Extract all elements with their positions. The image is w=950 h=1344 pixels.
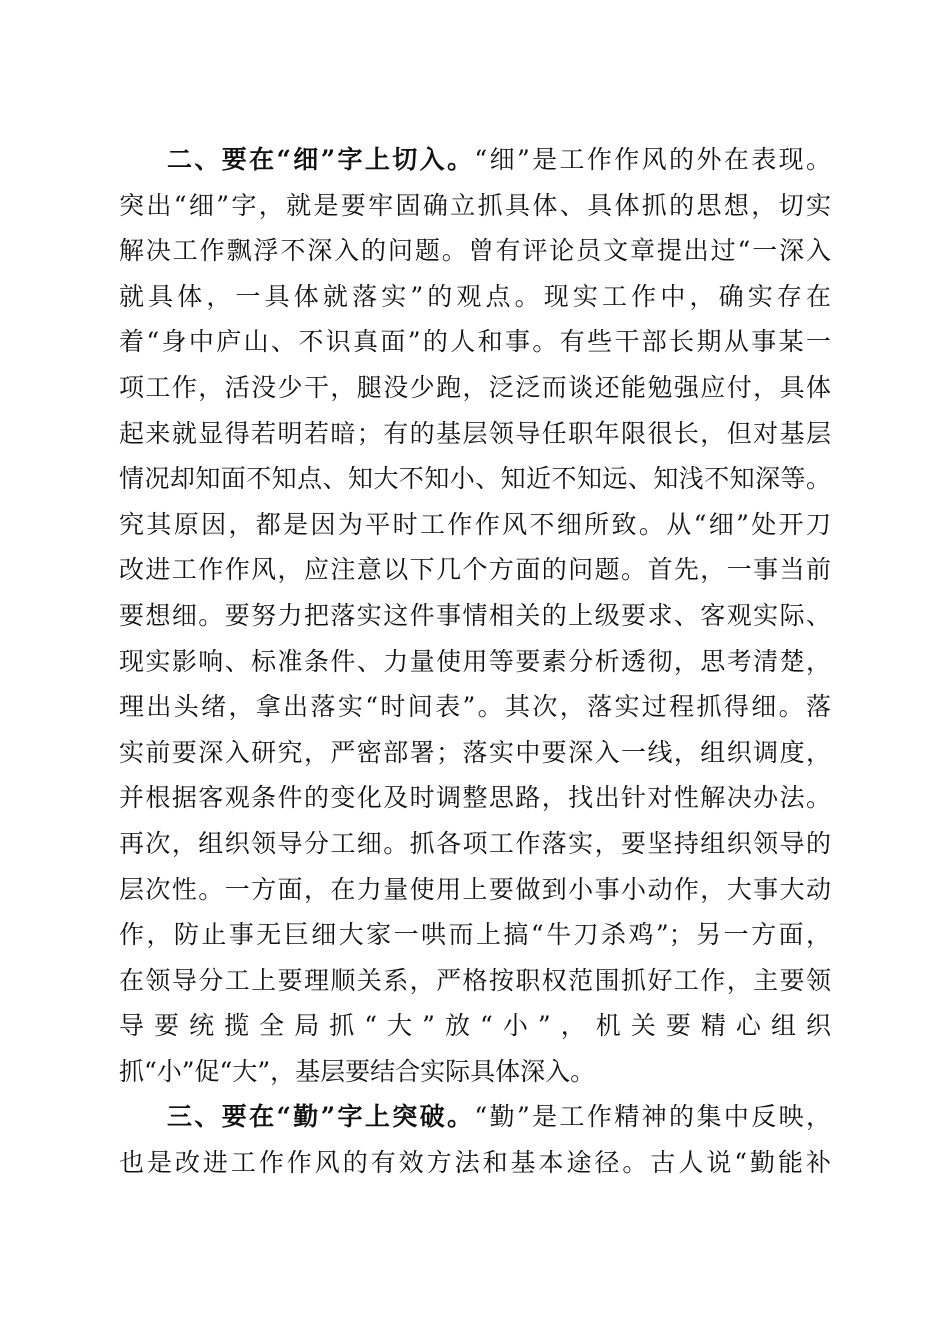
paragraph-line: 并根据客观条件的变化及时调整思路，找出针对性解决办法。 — [119, 783, 831, 813]
paragraph-line: 作，防止事无巨细大家一哄而上搞“牛刀杀鸡”；另一方面， — [119, 920, 831, 950]
paragraph-line: 项工作，活没少干，腿没少跑，泛泛而谈还能勉强应付，具体 — [119, 372, 831, 402]
paragraph-line: 突出“细”字，就是要牢固确立抓具体、具体抓的思想，切实 — [119, 190, 831, 220]
section-3-first-line — [119, 1094, 831, 1140]
paragraph-line: 现实影响、标准条件、力量使用等要素分析透彻，思考清楚， — [119, 646, 831, 676]
paragraph-line: 也是改进工作作风的有效方法和基本途径。古人说“勤能补 — [119, 1148, 831, 1178]
paragraph-line: 理出头绪，拿出落实“时间表”。其次，落实过程抓得细。落 — [119, 692, 831, 722]
paragraph-line: 就具体，一具体就落实”的观点。现实工作中，确实存在 — [119, 281, 831, 311]
paragraph-text: “细”是工作作风的外在表现。 — [474, 145, 831, 174]
paragraph-line: 在领导分工上要理顺关系，严格按职权范围抓好工作，主要领 — [119, 965, 831, 995]
paragraph-line: 抓“小”促“大”，基层要结合实际具体深入。 — [119, 1056, 596, 1086]
paragraph-line: 究其原因，都是因为平时工作作风不细所致。从“细”处开刀 — [119, 509, 831, 539]
paragraph-line: 导要统揽全局抓“大”放“小”，机关要精心组织 — [119, 1011, 831, 1041]
paragraph-text: “勤”是工作精神的集中反映， — [474, 1102, 831, 1132]
paragraph-line: 起来就显得若明若暗；有的基层领导任职年限很长，但对基层 — [119, 418, 831, 448]
section-2-heading: 二、要在“细”字上切入。 — [167, 145, 475, 174]
document-body — [119, 137, 831, 1186]
section-3-heading: 三、要在“勤”字上突破。 — [167, 1102, 475, 1132]
paragraph-line: 解决工作飘浮不深入的问题。曾有评论员文章提出过“一深入 — [119, 236, 831, 266]
paragraph-line: 着“身中庐山、不识真面”的人和事。有些干部长期从事某一 — [119, 327, 831, 357]
paragraph-line: 情况却知面不知点、知大不知小、知近不知远、知浅不知深等。 — [119, 464, 831, 494]
paragraph-line: 再次，组织领导分工细。抓各项工作落实，要坚持组织领导的 — [119, 828, 831, 858]
section-2-first-line — [119, 137, 831, 183]
paragraph-line: 要想细。要努力把落实这件事情相关的上级要求、客观实际、 — [119, 600, 831, 630]
paragraph-line: 改进工作作风，应注意以下几个方面的问题。首先，一事当前 — [119, 555, 831, 585]
paragraph-line: 实前要深入研究，严密部署；落实中要深入一线，组织调度， — [119, 737, 831, 767]
paragraph-line: 层次性。一方面，在力量使用上要做到小事小动作，大事大动 — [119, 874, 831, 904]
